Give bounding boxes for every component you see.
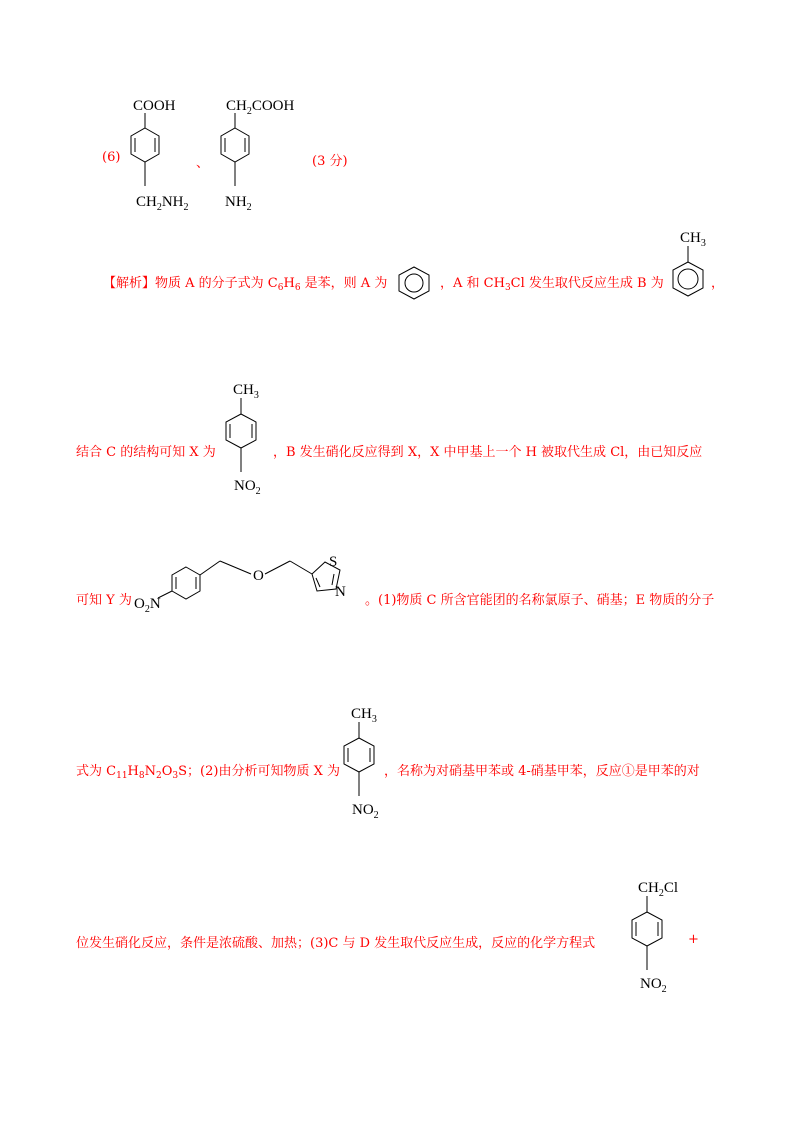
para2-text-post: ，B 发生硝化反应得到 X，X 中甲基上一个 H 被取代生成 Cl，由已知反应 — [273, 445, 703, 460]
benzene-ring — [221, 113, 249, 186]
para4-text-pre: 式为 $C_{11}H_8N_2O_3S$；(2)由分析可知物质 X 为 — [76, 764, 340, 781]
oxygen-label: O — [253, 568, 264, 584]
plus-sign: + — [688, 932, 699, 947]
separator: 、 — [196, 156, 210, 171]
para1-text-c: ， — [711, 276, 725, 291]
methyl-label: $CH_3$ — [233, 382, 259, 401]
sulfur-label: S — [329, 554, 338, 570]
benzene-ring — [131, 113, 159, 186]
aminomethyl-label: $CH_2NH_2$ — [136, 194, 189, 213]
nitro-label: $NO_2$ — [352, 802, 379, 821]
para5-text-pre: 位发生硝化反应，条件是浓硫酸、加热；(3)C 与 D 发生取代反应生成，反应的化学方程式 — [76, 936, 596, 951]
molecule-aminophenylacetic-acid — [208, 96, 318, 216]
nitro-label: $O_2N$ — [134, 596, 161, 615]
para3-text-pre: 可知 Y 为 — [76, 593, 132, 608]
benzene-molecule — [394, 263, 434, 303]
para1-text-a: 【解析】物质 A 的分子式为 $C_6H_6$ 是苯，则 A 为 — [103, 276, 388, 293]
para4-text-post: ，名称为对硝基甲苯或 4-硝基甲苯，反应①是甲苯的对 — [384, 764, 700, 779]
answer-label: (6) — [102, 150, 121, 165]
carboxyl-label: COOH — [133, 98, 176, 114]
score-label: (3 分) — [312, 154, 348, 169]
nitro-label: $NO_2$ — [640, 976, 667, 995]
chloromethyl-label: $CH_2Cl$ — [638, 880, 679, 899]
nitro-label: $NO_2$ — [234, 478, 261, 497]
p-nitrotoluene-molecule — [216, 378, 286, 498]
para3-text-post: 。(1)物质 C 所含官能团的名称氯原子、硝基；E 物质的分子 — [365, 593, 715, 608]
toluene-molecule — [664, 226, 720, 306]
compound-y-molecule — [134, 552, 364, 616]
carboxymethyl-label: $CH_2COOH$ — [226, 98, 295, 117]
para2-text-pre: 结合 C 的结构可知 X 为 — [76, 445, 216, 460]
nitrogen-label: N — [335, 584, 346, 600]
para1-text-b: ，A 和 $CH_3Cl$ 发生取代反应生成 B 为 — [440, 276, 664, 293]
methyl-label: $CH_3$ — [351, 706, 377, 725]
molecule-aminomethylbenzoic-acid — [108, 96, 198, 216]
amino-label: $NH_2$ — [225, 194, 252, 213]
methyl-label: $CH_3$ — [680, 230, 706, 249]
